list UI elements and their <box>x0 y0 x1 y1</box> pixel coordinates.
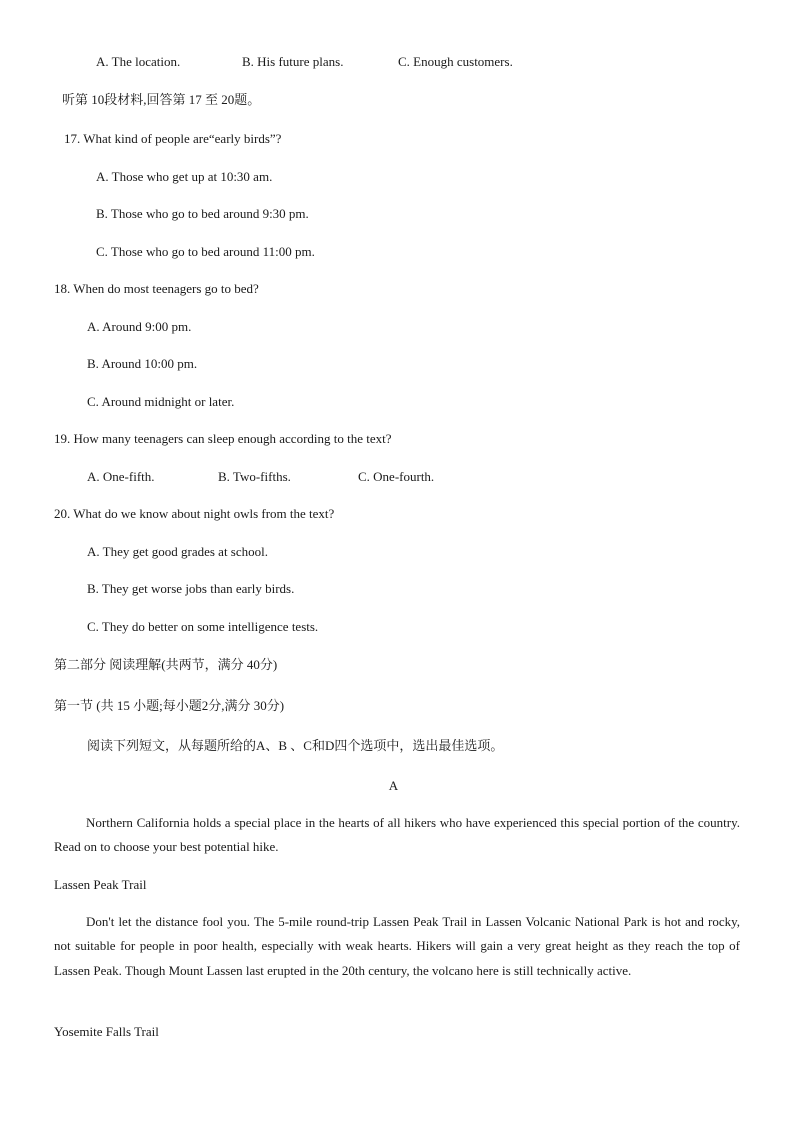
q20-option-b: B. They get worse jobs than early birds. <box>87 581 295 596</box>
q19-option-b: B. Two-fifths. <box>218 469 291 484</box>
q19-option-c: C. One-fourth. <box>358 469 435 484</box>
lassen-paragraph: Don't let the distance fool you. The 5-mile round-trip Lassen Peak Trail in Lassen Volcanic National Park is hot and rocky, not suitable for people in poor health, especially with weak hearts. Hikers will gain a very great height as they reach the top of Lassen Peak. Though Mount Lassen last erupted in the 20th century, the volcano here is still technically active. <box>54 914 740 978</box>
intro-paragraph: Northern California holds a special place in the hearts of all hikers who have experienced this special portion of the country. Read on to choose your best potential hike. <box>54 815 740 855</box>
q16-option-b: B. His future plans. <box>242 54 344 69</box>
q17-option-c: C. Those who go to bed around 11:00 pm. <box>96 244 315 259</box>
q20-option-c: C. They do better on some intelligence tests. <box>87 619 319 634</box>
section-10-instruction: 听第 10段材料,回答第 17 至 20题。 <box>62 92 261 107</box>
part2-heading: 第二部分 阅读理解(共两节，满分 40分) <box>54 657 278 672</box>
q18-stem: 18. When do most teenagers go to bed? <box>54 281 259 296</box>
q17-option-b: B. Those who go to bed around 9:30 pm. <box>96 206 309 221</box>
reading-instruction: 阅读下列短文，从每题所给的A、B 、C和D四个选项中，选出最佳选项。 <box>87 738 504 753</box>
q19-stem: 19. How many teenagers can sleep enough according to the text? <box>54 431 392 446</box>
q17-stem: 17. What kind of people are“early birds”? <box>64 131 282 146</box>
q18-option-c: C. Around midnight or later. <box>87 394 235 409</box>
q16-option-a: A. The location. <box>96 54 181 69</box>
q17-option-a: A. Those who get up at 10:30 am. <box>96 169 273 184</box>
yosemite-heading: Yosemite Falls Trail <box>54 1024 159 1039</box>
lassen-heading: Lassen Peak Trail <box>54 877 147 892</box>
q18-option-a: A. Around 9:00 pm. <box>87 319 192 334</box>
q19-option-a: A. One-fifth. <box>87 469 155 484</box>
q16-option-c: C. Enough customers. <box>398 54 513 69</box>
q18-option-b: B. Around 10:00 pm. <box>87 356 198 371</box>
q20-option-a: A. They get good grades at school. <box>87 544 268 559</box>
section1-heading: 第一节 (共 15 小题;每小题2分,满分 30分) <box>54 698 285 713</box>
q20-stem: 20. What do we know about night owls from the text? <box>54 506 335 521</box>
passage-letter: A <box>388 778 399 793</box>
